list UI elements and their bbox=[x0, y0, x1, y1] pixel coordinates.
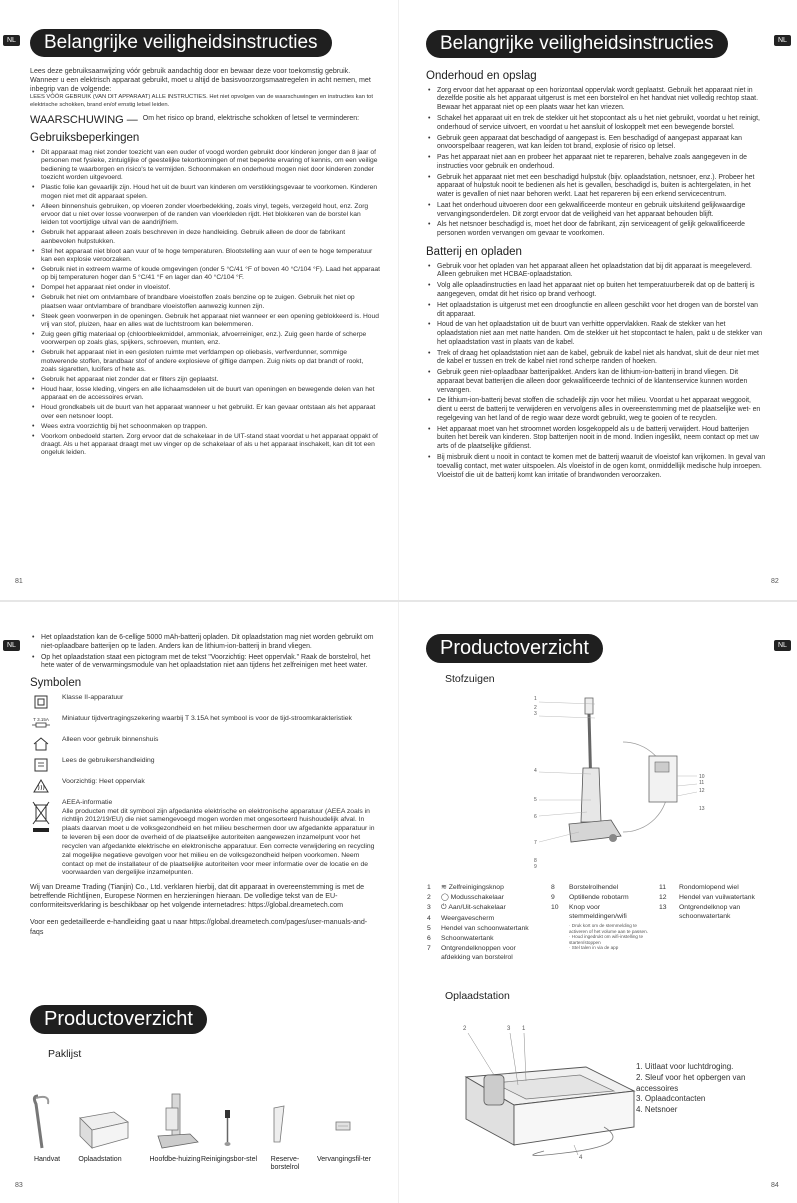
callout-number: 3 bbox=[534, 711, 537, 717]
part-number: 8 bbox=[551, 884, 555, 891]
callout-number: 11 bbox=[699, 780, 705, 786]
bullet-item: • Steek geen voorwerpen in de openingen. Gebruik het apparaat niet wanneer er een opening geblokkeerd is. Houd vrij van stof, pluizen, haar en alles wat de luchtstroom kan belemmeren. bbox=[30, 313, 380, 330]
charging-list bbox=[30, 634, 375, 671]
fuse-icon bbox=[30, 715, 52, 731]
language-tag: NL bbox=[3, 35, 20, 46]
bullet-item: • Dompel het apparaat niet onder in vloeistof. bbox=[30, 284, 380, 292]
symbol-row bbox=[30, 694, 375, 710]
station-legend-item: 1. Uitlaat voor luchtdroging. bbox=[636, 1062, 734, 1071]
weee-row bbox=[30, 799, 375, 878]
bullet-item: • Het oplaadstation kan de 6-cellige 5000 mAh-batterij opladen. Dit oplaadstation mag niet worden gebruikt om niet-oplaadbare batterijen op te laden. Anders kan de lithium-ion-batterij in brand vliegen. bbox=[30, 634, 375, 652]
intro-paragraph: Lees deze gebruiksaanwijzing vóór gebruik aandachtig door en bewaar deze voor toekomstig gebruik. bbox=[30, 67, 351, 75]
hot-surface-icon bbox=[30, 778, 52, 794]
part-row bbox=[659, 894, 774, 903]
pack-list-illustration bbox=[22, 1092, 362, 1152]
bullet-item: • Stel het apparaat niet bloot aan vuur of te hoge temperaturen. Blootstelling aan vuur of een te hoge temperatuur kan een explosie veroorzaken. bbox=[30, 248, 380, 265]
callout-number: 8 bbox=[534, 858, 537, 864]
safety-body bbox=[426, 65, 766, 482]
callout-number: 13 bbox=[699, 806, 705, 812]
parts-column-2 bbox=[551, 884, 651, 951]
part-label: Aan/Uit-schakelaar bbox=[448, 904, 506, 912]
bullet-item: • Alleen binnenshuis gebruiken, op vloeren zonder vloerbedekking, zoals vinyl, tegels, verzegeld hout, enz. Zorg ervoor dat u niet over losse voorwerpen of de randen van vloerkleden rijdt. Het blokkeren van de borstel kan leiden tot voortijdige uitval van de aandrijfriem. bbox=[30, 203, 380, 228]
symbol-row bbox=[30, 736, 375, 752]
part-number: 13 bbox=[659, 904, 667, 912]
callout-number: 1 bbox=[534, 696, 537, 702]
bullet-item: • Gebruik het apparaat niet in een gesloten ruimte met verfdampen op oliebasis, verfverdunner, sommige motwerende stoffen, brandbaar stof of andere explosieve of giftige dampen. Zuig niets op dat brandt of rookt, zoals sigaretten, lucifers of hete as. bbox=[30, 349, 380, 374]
language-tag: NL bbox=[774, 640, 791, 651]
part-label: Modusschakelaar bbox=[450, 894, 504, 902]
pack-item-label: Oplaadstation bbox=[78, 1156, 122, 1163]
callout-number: 2 bbox=[534, 705, 537, 711]
callout-number: 7 bbox=[534, 840, 537, 846]
crossed-bin-icon bbox=[30, 799, 52, 835]
warning-block bbox=[30, 113, 380, 127]
part-number: 7 bbox=[427, 945, 431, 953]
part-label: Hendel van vuilwatertank bbox=[679, 894, 755, 902]
bullet-item: • Gebruik het apparaat alleen zoals beschreven in deze handleiding. Gebruik alleen de door de fabrikant aanbevolen hulpstukken. bbox=[30, 229, 380, 246]
callout-number: 5 bbox=[534, 797, 537, 803]
page-title-overview: Productoverzicht bbox=[30, 1005, 207, 1034]
part-number: 10 bbox=[551, 904, 559, 912]
pack-item-label: Hoofdbe-huizing bbox=[149, 1156, 201, 1163]
pack-list-heading: Paklijst bbox=[48, 1048, 82, 1060]
page-number: 82 bbox=[771, 578, 779, 585]
bullet-item: • Plastic folie kan gevaarlijk zijn. Houd het uit de buurt van kinderen om verstikkingsgevaar te voorkomen. Kinderen mogen niet met dit apparaat spelen. bbox=[30, 184, 380, 201]
bullet-item: • Gebruik geen apparaat dat beschadigd of aangepast is. Een beschadigd of aangepast apparaat kan onvoorspelbaar reageren, wat kan leiden tot brand, explosie of risico op letsel. bbox=[426, 135, 766, 153]
charging-station-illustration bbox=[80, 1112, 128, 1148]
station-legend-item: 2. Sleuf voor het opbergen van accessoires bbox=[636, 1072, 746, 1093]
replacement-filter-illustration bbox=[336, 1122, 350, 1130]
station-legend bbox=[636, 1062, 786, 1116]
symbol-text: Voorzichtig: Heet oppervlak bbox=[62, 777, 145, 785]
bullet-item: • Schakel het apparaat uit en trek de stekker uit het stopcontact als u het niet gebruikt, voordat u het reinigt, onderhoud of service uitvoert, en voordat u het aansluit of loskoppelt met een bewegende borstel. bbox=[426, 115, 766, 133]
symbol-row bbox=[30, 778, 375, 794]
part-row bbox=[427, 884, 537, 893]
part-row bbox=[427, 945, 537, 962]
voice-button-note: · Druk kort om de stemmelding te activeren of het volume aan te passen. · Houd ingedrukt om wifi-instelling te starten/stoppen · Stel talen in via de app bbox=[569, 923, 648, 951]
declaration-text: Wij van Dreame Trading (Tianjin) Co., Ltd. verklaren hierbij, dat dit apparaat in overeenstemming is met de betreffende Richtlijnen, Europese Normen en herzieningen hieraan. De volledige tekst van de EU-conformiteitsverklaring is beschikbaar op het volgende internetadres: https://global.dreametech.com bbox=[30, 883, 365, 910]
part-row bbox=[659, 904, 774, 921]
section-heading: Gebruiksbeperkingen bbox=[30, 132, 140, 145]
part-number: 9 bbox=[551, 894, 555, 902]
square-in-square-icon bbox=[30, 694, 52, 710]
page-81 bbox=[0, 0, 398, 601]
part-label: Hendel van schoonwatertank bbox=[441, 924, 529, 932]
weee-title: AEEA-informatie bbox=[62, 798, 113, 806]
callout-number: 12 bbox=[699, 788, 705, 794]
bullet-item: • De lithium-ion-batterij bevat stoffen die schadelijk zijn voor het milieu. Voordat u het apparaat weggooit, dient u eerst de batterij te verwijderen en vervolgens alles in overeenstemming met de plaatselijke wet- en regelgeving van het land of de regio waar deze wordt gebruikt, weg te gooien of te recyclen. bbox=[426, 397, 766, 423]
station-legend-item: 4. Netsnoer bbox=[636, 1105, 678, 1115]
self-clean-icon: ≋ bbox=[441, 884, 447, 891]
bullet-item: • Het apparaat moet van het stroomnet worden losgekoppeld als u de batterij verwijdert. Houd batterijen buiten het bereik van kinderen. Stop batterijen nooit in de mond. Indien ingeslikt, neem contact op met uw arts of de plaatselijke gifdienst. bbox=[426, 426, 766, 452]
page-84 bbox=[399, 602, 797, 1203]
page-83-body bbox=[30, 634, 375, 937]
maintenance-list bbox=[426, 87, 766, 239]
language-tag: NL bbox=[3, 640, 20, 651]
fuse-label: T 3.15A bbox=[33, 716, 49, 722]
page-title-overview: Productoverzicht bbox=[426, 634, 603, 663]
symbol-text: Miniatuur tijdvertragingszekering waarbij T 3.15A het symbool is voor de tijd-stroomkarakteristiek bbox=[62, 714, 352, 722]
section-heading: Onderhoud en opslag bbox=[426, 70, 537, 82]
page-82 bbox=[399, 0, 797, 601]
page-title-safety: Belangrijke veiligheidsinstructies bbox=[30, 29, 332, 57]
page-number: 84 bbox=[771, 1182, 779, 1189]
bullet-item: • Zuig geen giftig materiaal op (chloorbleekmiddel, ammoniak, afvoerreiniger, enz.). Zuig geen harde of scherpe voorwerpen op zoals glas, spijkers, schroeven, munten, enz. bbox=[30, 331, 380, 348]
battery-list bbox=[426, 263, 766, 481]
part-number: 1 bbox=[427, 884, 431, 891]
section-heading: Batterij en opladen bbox=[426, 245, 522, 258]
part-number: 3 bbox=[427, 904, 431, 912]
warning-text: Om het risico op brand, elektrische schokken of letsel te verminderen: bbox=[142, 115, 360, 123]
spare-brushroll-illustration bbox=[274, 1106, 284, 1142]
vacuum-heading: Stofzuigen bbox=[445, 673, 495, 685]
part-row bbox=[659, 884, 774, 893]
bullet-item: • Als het netsnoer beschadigd is, moet het door de fabrikant, zijn serviceagent of gelijk gekwalificeerde personen worden vervangen om gevaar te voorkomen. bbox=[426, 221, 766, 239]
part-label: Borstelrolhendel bbox=[569, 884, 619, 891]
page-83 bbox=[0, 602, 398, 1203]
part-number: 11 bbox=[659, 884, 667, 891]
part-label: Rondomlopend wiel bbox=[679, 884, 739, 891]
bullet-item: • Gebruik het apparaat niet met een beschadigd hulpstuk (bijv. oplaadstation, netsnoer, enz.). Probeer het apparaat of hulpstuk nooit te bedienen als het is gevallen, beschadigd is, buiten is achtergelaten, in het water is gevallen of niet naar behoren werkt. Laat het repareren bij een erkend servicecentrum. bbox=[426, 174, 766, 200]
bullet-item: • Het oplaadstation is uitgerust met een droogfunctie en alleen geschikt voor het drogen van de borstel van dit apparaat. bbox=[426, 302, 766, 320]
part-number: 4 bbox=[427, 914, 431, 922]
cleaning-brush-illustration bbox=[225, 1110, 231, 1146]
bullet-item: • Houd de van het oplaadstation uit de buurt van verhitte oppervlakken. Raak de stekker van het oplaadstation niet aan met natte handen. Om de stekker uit het stopcontact te halen, pakt u de stekker van het oplaadstation vast in plaats van de kabel. bbox=[426, 321, 766, 347]
part-number: 2 bbox=[427, 894, 431, 902]
callout-number: 9 bbox=[534, 864, 537, 870]
callout-number: 10 bbox=[699, 774, 705, 780]
bullet-item: • Pas het apparaat niet aan en probeer het apparaat niet te repareren, behalve zoals aangegeven in de instructies voor gebruik en onderhoud. bbox=[426, 154, 766, 172]
symbol-row bbox=[30, 715, 375, 731]
bullet-item: • Gebruik geen niet-oplaadbaar batterijpakket. Anders kan de lithium-ion-batterij in brand vliegen. Dit apparaat bevat batterijen die alleen door gekwalificeerde technici of de klantenservice kunnen worden vervangen. bbox=[426, 369, 766, 395]
part-label: Ontgrendelknop van schoonwatertank bbox=[679, 904, 741, 921]
pack-item-label: Reserve-borstelrol bbox=[270, 1156, 300, 1172]
part-row bbox=[551, 904, 651, 921]
handle-illustration bbox=[34, 1096, 48, 1148]
callout-number: 4 bbox=[534, 768, 537, 774]
bullet-item: • Gebruik het niet om ontvlambare of brandbare vloeistoffen zoals benzine op te zuigen. Gebruik het niet op plaatsen waar ontvlambare of brandbare vloeistoffen aanwezig kunnen zijn. bbox=[30, 294, 380, 311]
charging-station-illustration bbox=[454, 1027, 644, 1162]
bullet-item: • Zorg ervoor dat het apparaat op een horizontaal oppervlak wordt geplaatst. Gebruik het apparaat niet in dezelfde positie als het apparaat uitgerust is met een borstelrol en het handvat niet volledig rechtop staat. Bewaar het apparaat niet op een plaats waar het kan vriezen. bbox=[426, 87, 766, 113]
bullet-item: • Bij misbruik dient u nooit in contact te komen met de batterij waaruit de vloeistof kan vrijkomen. In geval van toevallig contact, met water uitspoelen. Als vloeistof in de ogen komt, onmiddellijk medische hulp inroepen. Vloeistof die uit de batterij komt kan irritatie of brandwonden veroorzaken. bbox=[426, 454, 766, 480]
language-tag: NL bbox=[774, 35, 791, 46]
main-body-illustration bbox=[158, 1094, 198, 1148]
bullet-item: • Op het oplaadstation staat een pictogram met de tekst "Voorzichtig: Heet oppervlak." Raak de borstelrol, het hete water of de verwarmingsmodule van het oplaadstation niet aan tijdens het zelfreinigen met heet water. bbox=[30, 654, 375, 672]
pack-item-label: Reinigingsbor-stel bbox=[200, 1156, 258, 1163]
bullet-item: • Trek of draag het oplaadstation niet aan de kabel, gebruik de kabel niet als handvat, sluit de deur niet met de kabel er tussen en trek de kabel niet rond scherpe randen of hoeken. bbox=[426, 350, 766, 368]
callout-number: 6 bbox=[534, 814, 537, 820]
pack-item-label: Handvat bbox=[33, 1156, 61, 1163]
part-row bbox=[427, 915, 537, 924]
symbol-text: Alleen voor gebruik binnenshuis bbox=[62, 735, 159, 743]
part-row bbox=[551, 884, 651, 893]
power-icon: ⏻ bbox=[441, 904, 447, 912]
intro-paragraph: Wanneer u een elektrisch apparaat gebruikt, moet u altijd de basisvoorzorgsmaatregelen in acht nemen, met inbegrip van de volgende: bbox=[30, 76, 371, 94]
symbol-text: Klasse II-apparatuur bbox=[62, 693, 124, 701]
house-icon bbox=[30, 736, 52, 752]
bullet-item: • Gebruik voor het opladen van het apparaat alleen het oplaadstation dat bij dit apparaat is meegeleverd. Alleen gebruiken met HCBAE-oplaadstation. bbox=[426, 263, 766, 281]
warning-title: WAARSCHUWING — bbox=[30, 114, 138, 127]
part-row bbox=[551, 894, 651, 903]
bullet-item: • Volg alle oplaadinstructies en laad het apparaat niet op buiten het temperatuurbereik dat op de batterij is aangegeven, omdat dit het risico op brand verhoogt. bbox=[426, 282, 766, 300]
part-row bbox=[427, 935, 537, 944]
pack-item-label: Vervangingsfil-ter bbox=[316, 1156, 372, 1163]
intro-caps-paragraph: LEES VÓÓR GEBRUIK (VAN DIT APPARAAT) ALLE INSTRUCTIES. Het niet opvolgen van de waarschuwingen en instructies kan tot elektrische schokken, brand en/of ernstig letsel leiden. bbox=[30, 94, 374, 108]
parts-column-3 bbox=[659, 884, 774, 923]
bullet-item: • Houd haar, losse kleding, vingers en alle lichaamsdelen uit de buurt van openingen en bewegende delen van het apparaat en de accessoires ervan. bbox=[30, 386, 380, 403]
callout-number: 2 bbox=[463, 1026, 467, 1032]
callout-number: 1 bbox=[522, 1026, 526, 1032]
part-label: Optillende robotarm bbox=[569, 894, 629, 902]
bullet-item: • Laat het onderhoud uitvoeren door een gekwalificeerde monteur en gebruik uitsluitend gelijkwaardige vervangingsonderdelen. Dit zorgt ervoor dat de veiligheid van het apparaat behouden blijft. bbox=[426, 202, 766, 220]
part-label: Zelfreinigingsknop bbox=[448, 884, 504, 891]
symbols-heading: Symbolen bbox=[30, 677, 82, 690]
usage-restrictions-list bbox=[30, 149, 380, 458]
part-row bbox=[427, 894, 537, 903]
manual-link-text[interactable]: Voor een gedetailleerde e-handleiding gaat u naar https://global.dreametech.com/pages/user-manuals-and-faqs bbox=[30, 918, 368, 936]
safety-body bbox=[30, 67, 380, 459]
station-heading: Oplaadstation bbox=[445, 990, 510, 1002]
bullet-item: • Gebruik niet in extreem warme of koude omgevingen (onder 5 °C/41 °F of boven 40 °C/104 °F). Laad het apparaat op bij temperaturen hoger dan 5 °C/41 °F en lager dan 40 °C/104 °F. bbox=[30, 266, 380, 283]
page-number: 81 bbox=[15, 578, 23, 585]
weee-text: Alle producten met dit symbool zijn afgedankte elektrische en elektronische apparatuur (AEEA zoals in richtlijn 2012/19/EU) die niet samengevoegd mogen worden met ongesorteerd huishoudelijk afval. In plaats daarvan moet u de volksgezondheid en het milieu beschermen door uw afgedankte apparatuur in te leveren bij een door de overheid of de plaatselijke autoriteiten aangewezen inzamelpunt voor het recyclen van afgedankte elektrische en elektronische apparatuur. Een correcte verwijdering en recycling zal mogelijke negatieve gevolgen voor het milieu en de volksgezondheid helpen voorkomen. Neem contact op met de installateur of de plaatselijke autoriteiten voor meer informatie over de locatie en de voorwaarden van dergelijke inzamelpunten. bbox=[62, 807, 375, 877]
bullet-item: • Voorkom onbedoeld starten. Zorg ervoor dat de schakelaar in de UIT-stand staat voordat u het apparaat oppakt of draagt. Als u het apparaat draagt met uw vinger op de schakelaar of als u het apparaat inschakelt, kan dit tot een ongeluk leiden. bbox=[30, 433, 380, 458]
mode-icon: ◯ bbox=[441, 894, 449, 902]
part-label: Schoonwatertank bbox=[441, 934, 494, 942]
manual-icon bbox=[30, 757, 52, 773]
callout-number: 3 bbox=[507, 1026, 511, 1032]
bullet-item: • Dit apparaat mag niet zonder toezicht van een ouder of voogd worden gebruikt door kinderen jonger dan 8 jaar of personen met fysieke, zintuiglijke of geestelijke tekortkomingen of met beperkte ervaring of kennis, om een veilige bediening te waarborgen en risico's te vermijden. Schoonmaken en onderhoud mogen niet door kinderen zonder toezicht worden uitgevoerd. bbox=[30, 149, 380, 183]
bullet-item: • Houd grondkabels uit de buurt van het apparaat wanneer u het gebruikt. Er kan gevaar ontstaan als het apparaat over een netsnoer loopt. bbox=[30, 404, 380, 421]
symbol-text: Lees de gebruikershandleiding bbox=[62, 756, 155, 764]
vacuum-illustration bbox=[539, 692, 699, 862]
page-title-safety: Belangrijke veiligheidsinstructies bbox=[426, 30, 728, 58]
part-number: 12 bbox=[659, 894, 667, 902]
station-legend-item: 3. Oplaadcontacten bbox=[636, 1094, 706, 1104]
part-label: Knop voor stemmeldingen/wifi bbox=[569, 904, 627, 921]
part-row bbox=[427, 904, 537, 913]
bullet-item: • Gebruik het apparaat niet zonder dat er filters zijn geplaatst. bbox=[30, 376, 380, 384]
part-label: Ontgrendelknoppen voor afdekking van borstelrol bbox=[441, 945, 516, 961]
page-number: 83 bbox=[15, 1182, 23, 1189]
part-row bbox=[427, 925, 537, 934]
bullet-item: • Wees extra voorzichtig bij het schoonmaken op trappen. bbox=[30, 423, 380, 431]
symbol-row bbox=[30, 757, 375, 773]
callout-number: 4 bbox=[579, 1155, 583, 1161]
part-number: 6 bbox=[427, 934, 431, 942]
parts-column-1 bbox=[427, 884, 537, 964]
part-number: 5 bbox=[427, 924, 431, 932]
part-label: Weergavescherm bbox=[441, 914, 495, 922]
